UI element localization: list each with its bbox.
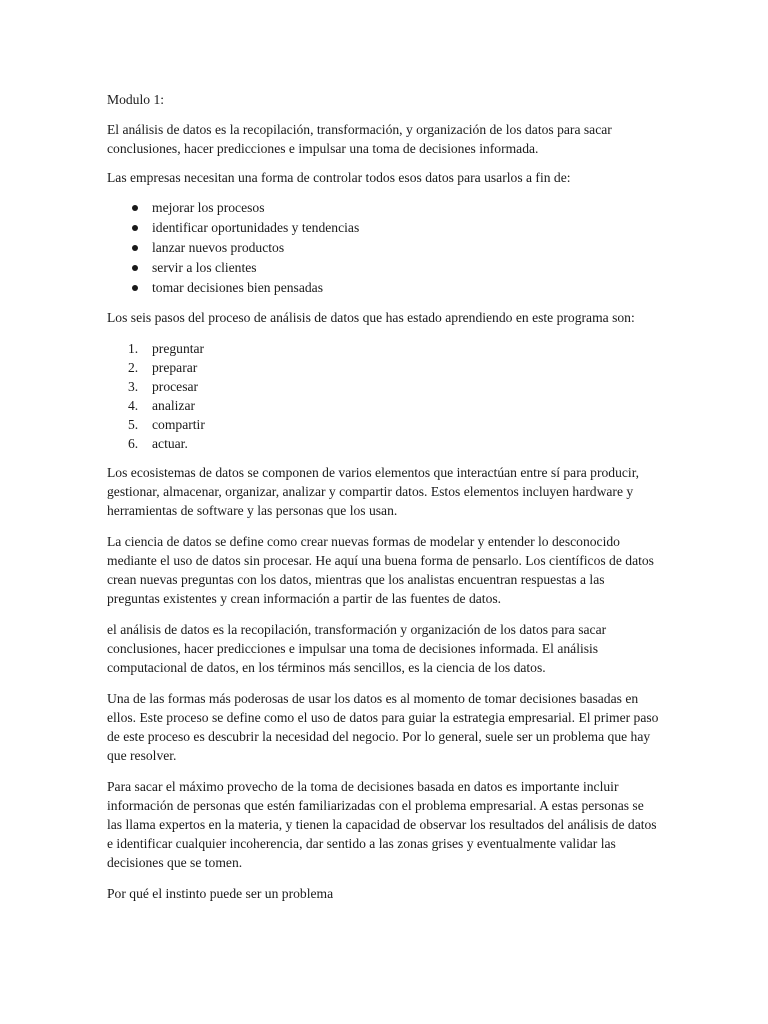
step-number: 5. xyxy=(128,417,139,432)
paragraph-analysis: el análisis de datos es la recopilación, transformación y organización de los datos para sacar conclusiones, hacer predicciones e impulsar una toma de decisiones informada. El análisis computacional de datos, en los términos más sencillos, es la ciencia de los datos. xyxy=(107,622,607,675)
paragraph-six-steps: Los seis pasos del proceso de análisis de datos que has estado aprendiendo en este programa son: xyxy=(107,310,635,325)
step-text: actuar. xyxy=(152,436,188,451)
step-number: 6. xyxy=(128,436,139,451)
list-item-text: identificar oportunidades y tendencias xyxy=(152,220,360,235)
numbered-item xyxy=(107,434,659,453)
list-item xyxy=(107,278,659,298)
step-text: preguntar xyxy=(152,341,205,356)
paragraph-companies: Las empresas necesitan una forma de controlar todos esos datos para usarlos a fin de: xyxy=(107,170,571,185)
list-item-text: tomar decisiones bien pensadas xyxy=(152,280,324,295)
step-text: compartir xyxy=(152,417,205,432)
step-text: procesar xyxy=(152,379,199,394)
paragraph-experts: Para sacar el máximo provecho de la toma de decisiones basada en datos es importante incluir información de personas que estén familiarizadas con el problema empresarial. A estas personas se las llama expertos en la materia, y tienen la capacidad de observar los resultados del análisis de datos e identificar cualquier incoherencia, dar sentido a las zonas grises y eventualmente validar las decisiones que se tomen. xyxy=(107,779,657,870)
bullet-icon xyxy=(132,285,138,291)
document-page xyxy=(107,90,659,903)
paragraph-instinct: Por qué el instinto puede ser un problema xyxy=(107,886,334,901)
step-number: 1. xyxy=(128,341,139,356)
paragraph-data-science: La ciencia de datos se define como crear nuevas formas de modelar y entender lo desconocido mediante el uso de datos sin procesar. He aquí una buena forma de pensarlo. Los científicos de datos crean nuevas preguntas con los datos, mientras que los analistas encuentran respuestas a las preguntas existentes y crean información a partir de las fuentes de datos. xyxy=(107,534,654,606)
list-item xyxy=(107,218,659,238)
step-number: 3. xyxy=(128,379,139,394)
document-title: Modulo 1: xyxy=(107,92,165,107)
step-number: 2. xyxy=(128,360,139,375)
bullet-icon xyxy=(132,265,138,271)
step-number: 4. xyxy=(128,398,139,413)
paragraph-definition: El análisis de datos es la recopilación, transformación, y organización de los datos para sacar conclusiones, hacer predicciones e impulsar una toma de decisiones informada. xyxy=(107,122,612,156)
numbered-item xyxy=(107,358,659,377)
bullet-icon xyxy=(132,245,138,251)
numbered-list xyxy=(107,339,659,453)
step-text: preparar xyxy=(152,360,198,375)
paragraph-ecosystems: Los ecosistemas de datos se componen de varios elementos que interactúan entre sí para producir, gestionar, almacenar, organizar, analizar y compartir datos. Estos elementos incluyen hardware y herramientas de software y las personas que los usan. xyxy=(107,465,640,518)
numbered-item xyxy=(107,415,659,434)
list-item xyxy=(107,258,659,278)
bullet-list xyxy=(107,198,659,298)
list-item xyxy=(107,198,659,218)
numbered-item xyxy=(107,396,659,415)
list-item-text: servir a los clientes xyxy=(152,260,257,275)
numbered-item xyxy=(107,339,659,358)
bullet-icon xyxy=(132,205,138,211)
list-item-text: mejorar los procesos xyxy=(152,200,265,215)
numbered-item xyxy=(107,377,659,396)
step-text: analizar xyxy=(152,398,196,413)
bullet-icon xyxy=(132,225,138,231)
paragraph-data-driven: Una de las formas más poderosas de usar los datos es al momento de tomar decisiones basadas en ellos. Este proceso se define como el uso de datos para guiar la estrategia empresarial. El primer paso de este proceso es descubrir la necesidad del negocio. Por lo general, suele ser un problema que hay que resolver. xyxy=(107,691,659,763)
list-item-text: lanzar nuevos productos xyxy=(152,240,285,255)
list-item xyxy=(107,238,659,258)
